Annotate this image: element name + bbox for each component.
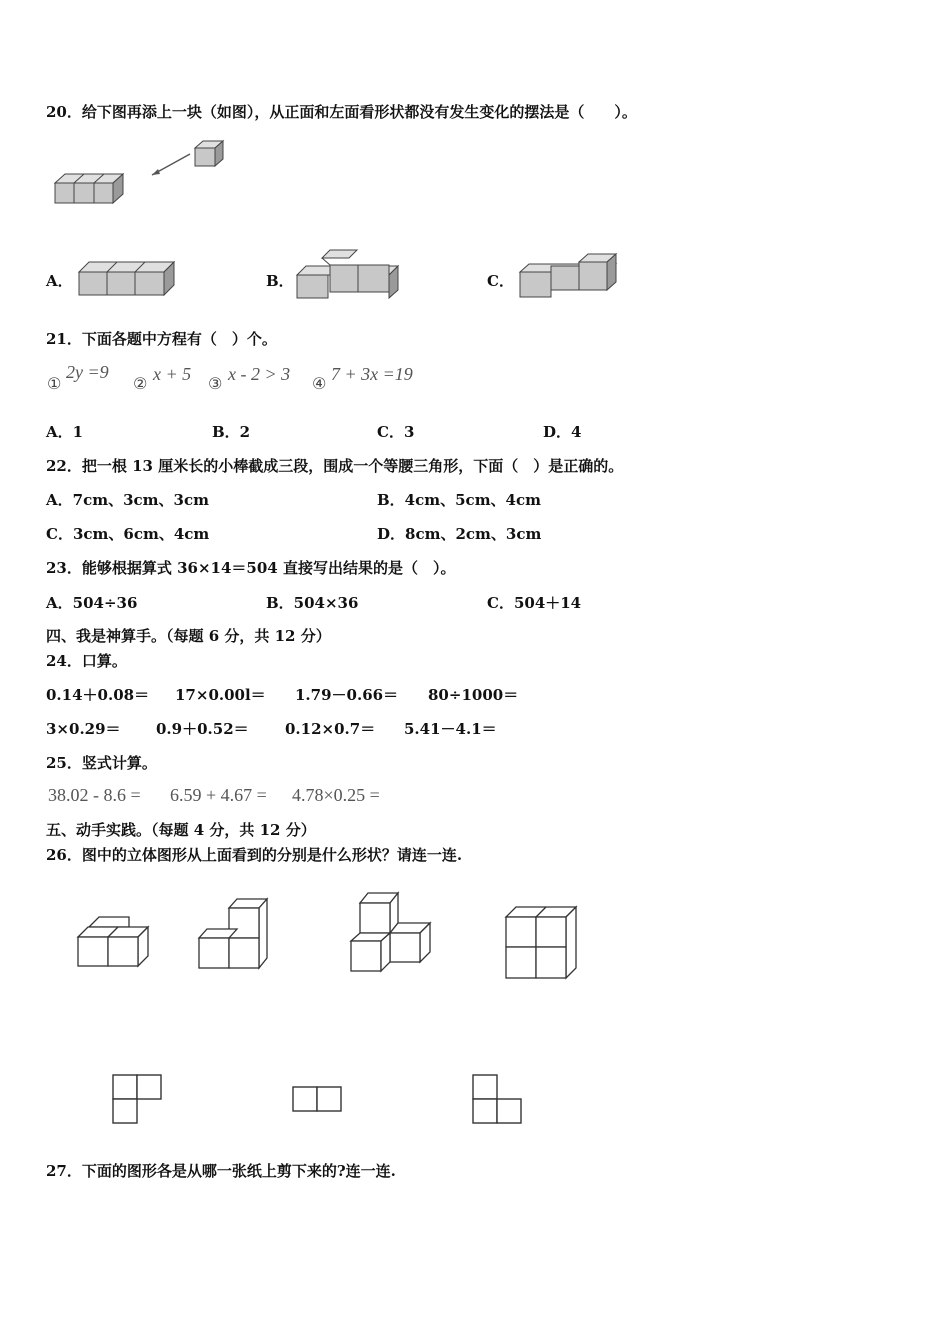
q22-option-c[interactable]: C．3cm、6cm、4cm [46,525,210,543]
q20-option-b-label[interactable]: B． [266,272,294,290]
q24-r1-c4: 80÷1000＝ [428,686,519,704]
q21-option-c[interactable]: C．3 [377,423,415,441]
q24-r1-c3: 1.79－0.66＝ [295,686,399,704]
q25-item-3: 4.78×0.25 = [292,785,380,805]
q21-item-4-expr: 7 + 3x =19 [331,364,413,384]
q20-option-a-figure[interactable] [76,255,176,300]
q21-item-3-expr: x - 2 > 3 [228,364,291,384]
q24-r2-c4: 5.41－4.1＝ [404,720,497,738]
q24-r2-c3: 0.12×0.7＝ [285,720,376,738]
q20-option-c-figure[interactable] [517,252,627,302]
q24-r2-c2: 0.9＋0.52＝ [156,720,249,738]
q26-top-view-3[interactable] [470,1072,525,1127]
section-4-title: 四、我是神算手。（每题 6 分，共 12 分） [46,627,331,645]
q20-question: 20．给下图再添上一块（如图），从正面和左面看形状都没有发生变化的摆法是（ ）。 [46,103,637,121]
q25-item-1: 38.02 - 8.6 = [48,785,141,805]
q21-item-2-num: ② [133,374,148,393]
q21-option-a[interactable]: A．1 [46,423,84,441]
q23-option-b[interactable]: B．504×36 [266,594,359,612]
q22-option-a[interactable]: A．7cm、3cm、3cm [46,491,209,509]
q20-option-c-label[interactable]: C． [487,272,514,290]
q21-question: 21．下面各题中方程有（ ）个。 [46,330,277,348]
q26-top-view-1[interactable] [110,1072,165,1127]
q25-item-2: 6.59 + 4.67 = [170,785,267,805]
q21-item-3-num: ③ [208,374,223,393]
q27-question: 27．下面的图形各是从哪一张纸上剪下来的?连一连. [46,1162,396,1180]
section-5-title: 五、动手实践。（每题 4 分，共 12 分） [46,821,316,839]
q22-option-d[interactable]: D．8cm、2cm、3cm [377,525,542,543]
q26-solid-1[interactable] [75,913,155,973]
q20-base-figure [50,138,230,213]
q23-option-c[interactable]: C．504＋14 [487,594,582,612]
q21-item-4-num: ④ [312,374,327,393]
q20-option-a-label[interactable]: A． [46,272,73,290]
q26-solid-3[interactable] [348,889,438,974]
q24-title: 24．口算。 [46,652,127,670]
q21-item-1-num: ① [47,374,62,393]
q21-item-2-expr: x + 5 [153,364,192,384]
q26-solid-2[interactable] [196,896,276,974]
q20-option-b-figure[interactable] [294,248,404,303]
q26-question: 26．图中的立体图形从上面看到的分别是什么形状？请连一连. [46,846,463,864]
q25-title: 25．竖式计算。 [46,754,157,772]
q24-r1-c1: 0.14＋0.08＝ [46,686,150,704]
q24-r2-c1: 3×0.29＝ [46,720,121,738]
q22-question: 22．把一根 13 厘米长的小棒截成三段，围成一个等腰三角形，下面（ ）是正确的。 [46,457,624,475]
q23-option-a[interactable]: A．504÷36 [46,594,138,612]
q22-option-b[interactable]: B．4cm、5cm、4cm [377,491,542,509]
q24-r1-c2: 17×0.00l＝ [175,686,266,704]
q23-question: 23．能够根据算式 36×14＝504 直接写出结果的是（ ）。 [46,559,456,577]
q26-solid-4[interactable] [503,903,588,983]
q26-top-view-2[interactable] [290,1084,345,1114]
q21-option-d[interactable]: D．4 [543,423,582,441]
q21-option-b[interactable]: B．2 [212,423,251,441]
q21-item-1-expr: 2y =9 [66,362,109,382]
